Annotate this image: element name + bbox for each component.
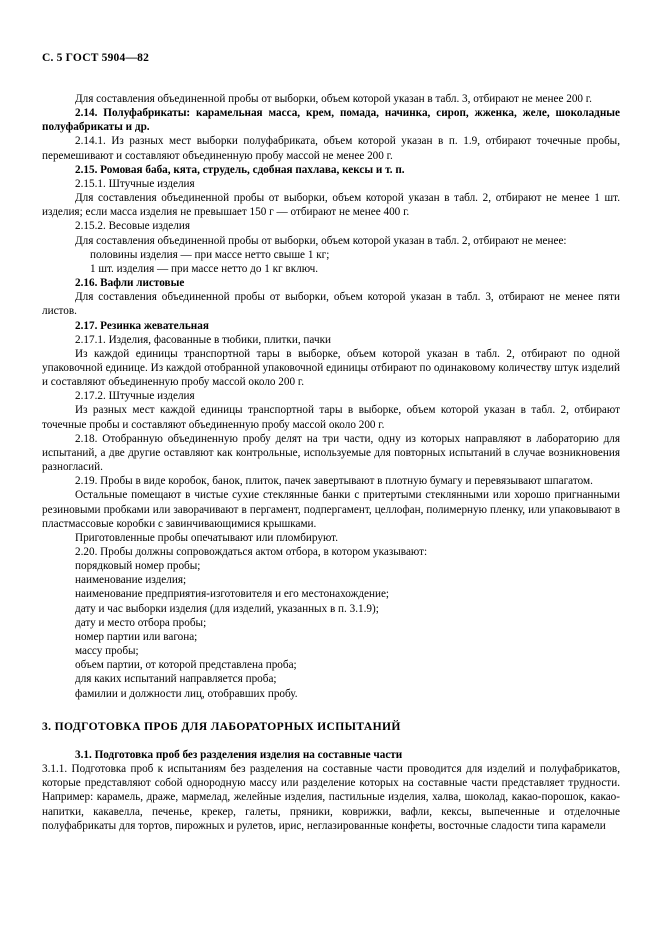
paragraph-2-18: 2.18. Отобранную объединенную пробу делят на три части, одну из которых направляют в лабораторию для испытаний, а две другие оставляют как контрольные, используемые для повторных испытаний в случае возникновения разногласий. (42, 432, 620, 474)
paragraph-2-20: 2.20. Пробы должны сопровождаться актом отбора, в котором указывают: (75, 546, 428, 558)
paragraph-sealing: Приготовленные пробы опечатывают или пломбируют. (75, 531, 338, 544)
clause-heading-3-1: 3.1. Подготовка проб без разделения изделия на составные части (75, 748, 403, 761)
clause-2-15-1-title: 2.15.1. Штучные изделия (75, 177, 195, 190)
list-item: дату и час выборки изделия (для изделий, указанных в п. 3.1.9); (75, 602, 379, 615)
running-head: С. 5 ГОСТ 5904—82 (42, 52, 150, 64)
clause-2-17-2-title: 2.17.2. Штучные изделия (75, 390, 195, 403)
section-heading-3: 3. ПОДГОТОВКА ПРОБ ДЛЯ ЛАБОРАТОРНЫХ ИСПЫТАНИЙ (42, 719, 401, 733)
clause-2-15-2-title: 2.15.2. Весовые изделия (75, 220, 190, 233)
paragraph-3-1-1: 3.1.1. Подготовка проб к испытаниям без разделения на составные части проводится для изделий и полуфабрикатов, которые представляют собой однородную массу или разделение которых на составные части представляет трудности. Например: карамель, драже, мармелад, желейные изделия, пастильные изделия, халва, шоколад, какао-порошок, какао-напитки, какавелла, печенье, крекер, галеты, пряники, коврижки, вафли, кексы, выпеченные и отделочные полуфабрикаты для тортов, пирожных и рулетов, ирис, неглазированные конфеты, восточные сладости типа карамели (42, 763, 620, 832)
list-item: порядковый номер пробы; (75, 560, 201, 573)
list-item: массу пробы; (75, 645, 139, 658)
list-item: объем партии, от которой представлена проба; (75, 659, 297, 672)
paragraph-2-19-continued: Остальные помещают в чистые сухие стеклянные банки с притертыми стеклянными или хорошо пригнанными резиновыми пробками или заворачивают в пергамент, подпергамент, целлофан, полимерную пленку, или упаковывают в пластмассовые коробки с завинчивающимися крышками. (42, 489, 620, 530)
paragraph-2-19: 2.19. Пробы в виде коробок, банок, плиток, пачек завертывают в плотную бумагу и перевязывают шпагатом. (75, 475, 593, 488)
paragraph-intro: Для составления объединенной пробы от выборки, объем которой указан в табл. 3, отбирают не менее 200 г. (75, 93, 592, 105)
list-item: номер партии или вагона; (75, 630, 198, 643)
act-requirements-list (42, 559, 620, 701)
spacer-after-section-3 (42, 734, 620, 748)
paragraph-2-17-1-body: Из каждой единицы транспортной тары в выборке, объем которой указан в табл. 2, отбирают по одной упаковочной единице. Из каждой отобранной упаковочной единицы отбирают по одинаковому количеству штук изделий и составляют объединенную пробу массой около 200 г. (42, 347, 620, 389)
list-item: фамилии и должности лиц, отобравших пробу. (75, 687, 298, 700)
clause-heading-2-15: 2.15. Ромовая баба, кята, струдель, сдобная пахлава, кексы и т. п. (75, 163, 405, 176)
list-item: наименование предприятия-изготовителя и его местонахождение; (75, 588, 390, 601)
list-item: для каких испытаний направляется проба; (75, 673, 277, 686)
sub-item-half-product: половины изделия — при массе нетто свыше 1 кг; (90, 248, 330, 261)
list-item: дату и место отбора пробы; (75, 616, 207, 629)
clause-heading-2-17: 2.17. Резинка жевательная (75, 319, 209, 332)
clause-heading-2-16: 2.16. Вафли листовые (75, 277, 185, 290)
paragraph-2-15-2-body: Для составления объединенной пробы от выборки, объем которой указан в табл. 2, отбирают не менее: (75, 234, 567, 247)
clause-2-17-1-title: 2.17.1. Изделия, фасованные в тюбики, плитки, пачки (75, 333, 331, 346)
clause-heading-2-14: 2.14. Полуфабрикаты: карамельная масса, крем, помада, начинка, сироп, жженка, желе, шоколадные полуфабрикаты и др. (42, 107, 620, 134)
paragraph-2-14-1: 2.14.1. Из разных мест выборки полуфабриката, объем которой указан в п. 1.9, отбирают точечные пробы, перемешивают и составляют объединенную пробу массой не менее 200 г. (42, 135, 620, 162)
page-body-text (42, 92, 620, 833)
paragraph-2-16-body: Для составления объединенной пробы от выборки, объем которой указан в табл. 3, отбирают не менее пяти листов. (42, 291, 620, 318)
sub-item-one-product: 1 шт. изделия — при массе нетто до 1 кг включ. (90, 262, 319, 275)
list-item: наименование изделия; (75, 574, 187, 587)
paragraph-2-17-2-body: Из разных мест каждой единицы транспортной тары в выборке, объем которой указан в табл. 2, отбирают точечные пробы и составляют объединенную пробу массой около 200 г. (42, 404, 620, 431)
paragraph-2-15-1-body: Для составления объединенной пробы от выборки, объем которой указан в табл. 2, отбирают не менее 1 шт. изделия; если масса изделия не превышает 150 г — отбирают не менее 400 г. (42, 192, 620, 219)
spacer-before-section-3 (42, 701, 620, 720)
